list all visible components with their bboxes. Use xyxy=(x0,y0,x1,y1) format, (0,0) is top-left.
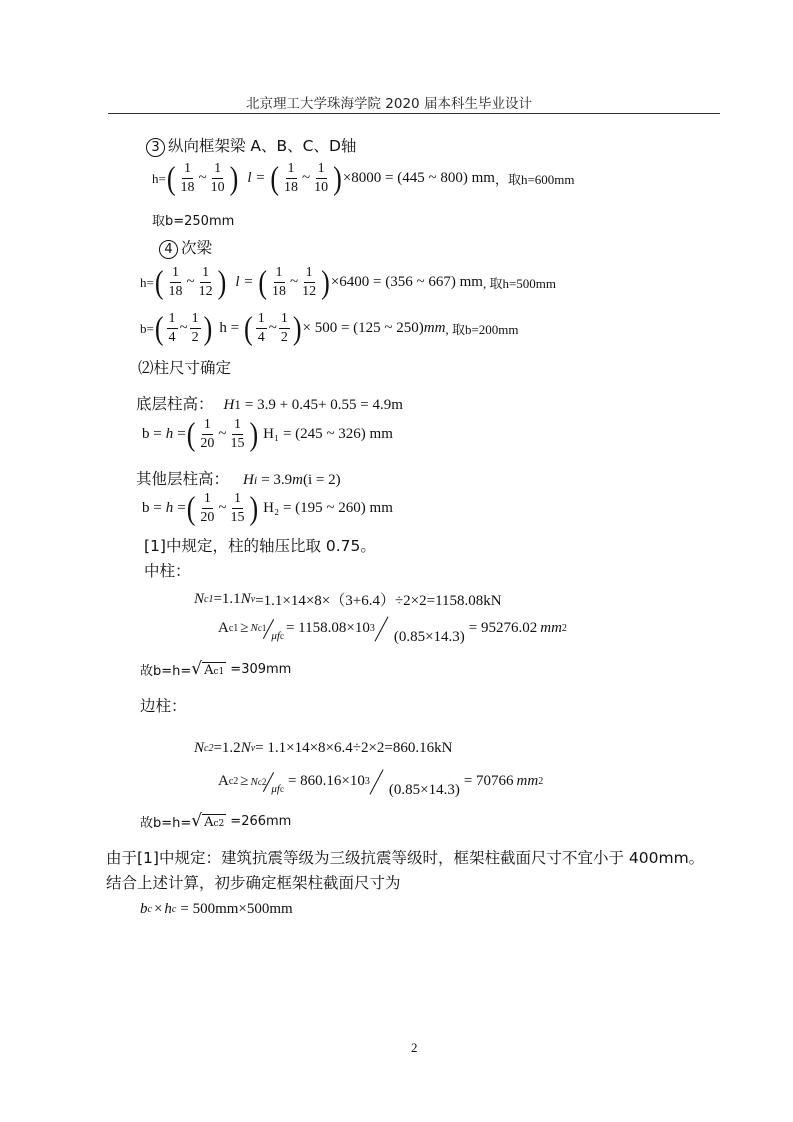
fraction: $\frac{1}{18}$ xyxy=(180,161,195,195)
section-4-heading xyxy=(159,236,212,259)
fraction: $\frac{1}{20}$ xyxy=(200,417,215,451)
sqrt: √ Ac2 xyxy=(191,811,225,831)
header-rule xyxy=(108,113,720,114)
fraction: $\frac{1}{18}$ xyxy=(284,161,299,195)
fraction: $\frac{1}{10}$ xyxy=(314,161,329,195)
axial-ratio-text: [1]中规定，柱的轴压比取 0.75。 xyxy=(144,537,376,555)
section-title: 纵向框架梁 A、B、C、D轴 xyxy=(168,137,357,155)
b1-equation: b = h = ( $\frac{1}{20}$ ~ $\frac{1}{15}$ ) H₁ = (245 ~ 326) mm xyxy=(142,415,393,452)
final-section-equation: b c × h c = 500mm×500mm xyxy=(140,901,293,917)
circled-number: 4 xyxy=(159,240,178,259)
fraction: $\frac{1}{18}$ xyxy=(168,265,183,299)
fraction: $\frac{1}{12}$ xyxy=(198,265,213,299)
conclusion-line-2: 结合上述计算，初步确定框架柱截面尺寸为 xyxy=(106,874,401,892)
edge-column-label: 边柱： xyxy=(140,697,187,715)
section-title: 次梁 xyxy=(181,239,213,257)
other-floor-height: 其他层柱高： H i = 3.9 m (i = 2) xyxy=(136,470,341,488)
circled-number: 3 xyxy=(146,138,165,157)
fraction: $\frac{1}{15}$ xyxy=(230,491,245,525)
mid-result: 故b=h= √ Ac1 =309mm xyxy=(140,659,292,679)
fraction: $\frac{1}{2}$ xyxy=(191,311,199,345)
b2-equation: b = h = ( $\frac{1}{20}$ ~ $\frac{1}{15}$ ) H₂ = (195 ~ 260) mm xyxy=(142,489,393,526)
nc1-equation: N c1 =1.1 N v =1.1×14×8×（3+6.4）÷2×2=1158.08kN xyxy=(194,591,502,609)
fraction: $\frac{1}{15}$ xyxy=(230,417,245,451)
fraction: $\frac{1}{4}$ xyxy=(168,311,176,345)
fraction: $\frac{1}{2}$ xyxy=(280,311,288,345)
s4-b-equation: b= ( $\frac{1}{4}$ ~ $\frac{1}{2}$ ) h = ( $\frac{1}{4}$ ~ $\frac{1}{2}$ ) × 500 = (125 ~ 250) mm , 取b=200mm xyxy=(140,309,519,346)
ac2-equation: A c2 ≥ Nc2 μfc = 860.16×10 3 (0.85×14.3) = 70766 mm 2 xyxy=(218,764,543,799)
s3-h-equation: h= ( $\frac{1}{18}$ ~ $\frac{1}{10}$ ) l = ( $\frac{1}{18}$ ~ $\frac{1}{10}$ ) ×8000 = (445 ~ 800) mm ，取h=600mm xyxy=(152,159,575,196)
fraction: $\frac{1}{10}$ xyxy=(210,161,225,195)
page-number: 2 xyxy=(411,1040,418,1055)
ac1-equation: A c1 ≥ Nc1 μfc = 1158.08×10 3 (0.85×14.3) = 95276.02 mm 2 xyxy=(218,611,567,646)
fraction: $\frac{1}{20}$ xyxy=(200,491,215,525)
page-header: 北京理工大学珠海学院 2020 届本科生毕业设计 xyxy=(246,96,532,112)
s3-b-line: 取b=250mm xyxy=(152,214,235,229)
nc2-equation: N c2 =1.2 N v = 1.1×14×8×6.4÷2×2=860.16kN xyxy=(194,740,453,756)
fraction: $\frac{1}{4}$ xyxy=(257,311,265,345)
edge-result: 故b=h= √ Ac2 =266mm xyxy=(140,811,292,831)
middle-column-label: 中柱： xyxy=(144,562,191,580)
ground-floor-height: 底层柱高： H 1 = 3.9 + 0.45+ 0.55 = 4.9m xyxy=(136,395,403,413)
fraction: $\frac{1}{18}$ xyxy=(272,265,287,299)
column-heading: ⑵柱尺寸确定 xyxy=(138,359,232,377)
fraction: $\frac{1}{12}$ xyxy=(302,265,317,299)
sqrt: √ Ac1 xyxy=(191,659,225,679)
section-3-heading xyxy=(146,134,356,157)
conclusion-line-1: 由于[1]中规定：建筑抗震等级为三级抗震等级时，框架柱截面尺寸不宜小于 400mm。 xyxy=(106,849,705,867)
s4-h-equation: h= ( $\frac{1}{18}$ ~ $\frac{1}{12}$ ) l = ( $\frac{1}{18}$ ~ $\frac{1}{12}$ ) ×6400 = (356 ~ 667) mm , 取h=500mm xyxy=(140,263,556,300)
